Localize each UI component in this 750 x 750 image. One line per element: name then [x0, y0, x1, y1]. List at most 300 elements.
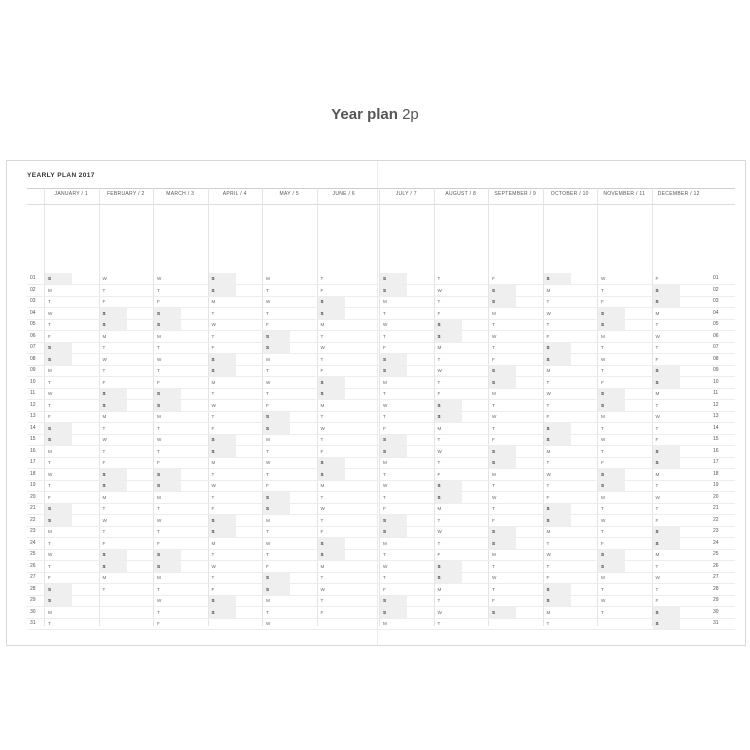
day-cell: S [598, 319, 625, 330]
day-cell: T [266, 391, 269, 396]
day-cell: W [157, 356, 162, 362]
day-cell: F [546, 494, 550, 500]
day-cell: F [48, 575, 51, 580]
day-cell: S [154, 480, 181, 491]
day-number-left: 13 [30, 413, 36, 419]
day-number-left: 30 [30, 608, 36, 615]
day-cell: T [492, 586, 495, 592]
day-cell: T [601, 345, 604, 350]
row-rule [27, 307, 735, 308]
day-cell: M [320, 483, 325, 488]
day-cell: S [380, 434, 407, 445]
day-cell: F [48, 494, 51, 500]
day-cell: W [320, 506, 325, 511]
day-cell: S [154, 561, 181, 572]
day-cell: T [102, 506, 106, 511]
day-cell: S [489, 457, 516, 468]
day-cell: T [266, 609, 269, 615]
day-cell: S [318, 296, 345, 307]
day-cell: F [266, 483, 269, 488]
day-cell: W [601, 437, 606, 442]
day-cell: S [100, 480, 127, 491]
day-cell: T [655, 322, 659, 327]
row-rule [27, 503, 735, 504]
day-cell: T [546, 563, 550, 569]
day-cell: W [546, 552, 551, 557]
day-cell: S [653, 365, 680, 376]
day-cell: S [45, 273, 72, 284]
day-cell: T [437, 276, 441, 281]
day-cell: M [157, 494, 161, 500]
day-cell: M [601, 333, 605, 339]
day-number-left: 31 [30, 620, 36, 626]
day-cell: M [211, 540, 216, 546]
day-cell: T [383, 414, 386, 419]
day-number-right: 10 [713, 378, 719, 385]
day-cell: T [211, 333, 215, 339]
day-cell: S [380, 607, 407, 618]
row-rule [27, 296, 735, 297]
day-number-right: 20 [713, 493, 719, 500]
day-number-right: 15 [713, 436, 719, 442]
day-cell: W [266, 621, 271, 626]
day-cell: T [383, 333, 386, 339]
day-cell: T [437, 621, 441, 626]
day-cell: F [492, 598, 495, 603]
row-rule [27, 618, 735, 619]
day-cell: W [437, 368, 442, 373]
row-rule [27, 629, 735, 630]
day-cell: T [437, 299, 441, 304]
day-cell: F [266, 563, 269, 569]
day-number-right: 19 [713, 482, 719, 488]
day-cell: F [655, 356, 659, 362]
row-rule [27, 526, 735, 527]
day-cell: S [653, 526, 680, 537]
day-number-left: 08 [30, 355, 36, 362]
row-rule [27, 376, 735, 377]
day-cell: W [546, 391, 551, 396]
day-cell: W [437, 448, 442, 454]
day-cell: W [266, 379, 271, 385]
row-rule [27, 342, 735, 343]
day-cell: S [380, 515, 407, 526]
day-cell: M [48, 609, 52, 615]
day-cell: W [601, 598, 606, 603]
day-number-right: 23 [713, 528, 719, 534]
day-cell: T [48, 299, 51, 304]
day-cell: M [102, 575, 107, 580]
day-cell: T [48, 402, 51, 408]
row-rule [27, 537, 735, 538]
day-cell: S [489, 365, 516, 376]
day-cell: M [320, 402, 325, 408]
header-top-rule [27, 188, 735, 189]
day-cell: W [492, 414, 497, 419]
day-cell: T [266, 471, 269, 477]
day-cell: M [157, 575, 161, 580]
row-rule [27, 514, 735, 515]
day-cell: S [263, 342, 290, 353]
row-rule [27, 411, 735, 412]
month-header: JULY / 7 [395, 191, 417, 197]
day-cell: F [266, 322, 269, 327]
day-cell: S [45, 354, 72, 365]
day-cell: S [435, 561, 462, 572]
day-cell: S [653, 296, 680, 307]
day-cell: M [601, 575, 605, 580]
day-cell: M [492, 391, 496, 396]
day-number-left: 09 [30, 367, 36, 373]
day-cell: M [546, 609, 551, 615]
day-cell: F [492, 517, 495, 523]
day-cell: S [154, 319, 181, 330]
day-number-right: 21 [713, 505, 719, 511]
day-cell: W [211, 563, 216, 569]
day-cell: T [546, 299, 550, 304]
day-cell: M [211, 379, 216, 385]
day-cell: W [320, 425, 325, 431]
day-number-right: 05 [713, 321, 719, 327]
day-cell: M [157, 414, 161, 419]
day-cell: S [263, 572, 290, 583]
day-cell: T [492, 563, 495, 569]
day-cell: T [320, 517, 324, 523]
month-header: MARCH / 3 [166, 191, 195, 197]
day-number-left: 17 [30, 459, 36, 465]
day-cell: M [492, 310, 496, 316]
day-cell: S [544, 273, 571, 284]
day-cell: T [48, 540, 51, 546]
day-cell: T [157, 506, 160, 511]
month-header: OCTOBER / 10 [550, 191, 589, 197]
day-cell: F [383, 425, 386, 431]
day-cell: T [601, 287, 604, 293]
day-cell: S [100, 549, 127, 560]
day-cell: S [544, 503, 571, 514]
day-cell: F [320, 448, 324, 454]
day-cell: W [601, 356, 606, 362]
day-cell: F [492, 356, 495, 362]
day-cell: T [211, 552, 215, 557]
day-cell: T [383, 471, 386, 477]
day-cell: S [653, 377, 680, 388]
day-number-right: 18 [713, 470, 719, 477]
day-number-right: 27 [713, 574, 719, 580]
day-number-left: 27 [30, 574, 36, 580]
day-cell: M [102, 494, 107, 500]
day-cell: F [546, 333, 550, 339]
day-cell: F [320, 287, 324, 293]
day-cell: W [546, 310, 551, 316]
day-cell: M [383, 621, 387, 626]
day-cell: W [492, 494, 497, 500]
day-cell: S [100, 400, 127, 411]
day-cell: T [383, 391, 386, 396]
day-cell: S [544, 595, 571, 606]
day-cell: T [157, 529, 160, 534]
day-cell: S [263, 331, 290, 342]
day-cell: W [48, 310, 53, 316]
day-cell: S [45, 584, 72, 595]
day-cell: M [437, 586, 442, 592]
day-cell: T [266, 448, 269, 454]
day-cell: F [48, 333, 51, 339]
day-cell: T [601, 448, 604, 454]
day-cell: S [100, 308, 127, 319]
day-cell: M [437, 345, 442, 350]
day-cell: F [655, 437, 659, 442]
row-rule [27, 606, 735, 607]
day-cell: S [380, 273, 407, 284]
day-cell: W [211, 322, 216, 327]
day-cell: F [102, 460, 106, 465]
day-cell: F [546, 414, 550, 419]
day-cell: S [380, 526, 407, 537]
day-cell: M [601, 414, 605, 419]
day-cell: T [655, 402, 659, 408]
day-number-left: 25 [30, 551, 36, 557]
day-cell: T [601, 425, 604, 431]
day-cell: M [383, 540, 387, 546]
day-cell: S [435, 319, 462, 330]
day-cell: T [102, 448, 106, 454]
header-bottom-rule [27, 204, 735, 205]
day-cell: T [492, 322, 495, 327]
day-cell: T [601, 586, 604, 592]
day-number-left: 18 [30, 470, 36, 477]
day-cell: F [157, 299, 160, 304]
day-cell: S [263, 492, 290, 503]
day-cell: M [320, 322, 325, 327]
day-cell: M [211, 299, 216, 304]
day-cell: T [437, 540, 441, 546]
day-cell: T [601, 609, 604, 615]
day-cell: S [489, 296, 516, 307]
day-number-left: 10 [30, 378, 36, 385]
day-cell: W [266, 460, 271, 465]
day-cell: W [211, 483, 216, 488]
day-cell: T [157, 586, 160, 592]
day-cell: T [266, 552, 269, 557]
day-cell: M [266, 437, 270, 442]
day-cell: S [598, 480, 625, 491]
day-cell: S [209, 434, 236, 445]
day-cell: F [48, 414, 51, 419]
day-cell: W [437, 609, 442, 615]
day-cell: F [492, 437, 495, 442]
day-cell: M [102, 333, 107, 339]
day-number-left: 14 [30, 424, 36, 431]
row-rule [27, 365, 735, 366]
day-cell: W [546, 471, 551, 477]
day-cell: T [320, 437, 324, 442]
row-rule [27, 549, 735, 550]
day-cell: F [383, 586, 386, 592]
day-number-left: 06 [30, 332, 36, 339]
day-number-right: 24 [713, 539, 719, 546]
day-cell: S [489, 285, 516, 296]
day-cell: T [383, 494, 386, 500]
day-number-left: 15 [30, 436, 36, 442]
day-number-right: 25 [713, 551, 719, 557]
day-cell: M [437, 425, 442, 431]
day-number-left: 21 [30, 505, 36, 511]
day-cell: T [266, 310, 269, 316]
day-cell: F [320, 368, 324, 373]
day-cell: M [157, 333, 161, 339]
day-cell: M [492, 471, 496, 477]
day-cell: S [318, 388, 345, 399]
day-cell: T [211, 391, 215, 396]
day-cell: W [655, 575, 660, 580]
day-number-right: 07 [713, 344, 719, 350]
row-rule [27, 434, 735, 435]
day-cell: W [102, 437, 107, 442]
day-cell: M [48, 368, 52, 373]
day-cell: S [544, 423, 571, 434]
month-header: DECEMBER / 12 [657, 191, 700, 197]
day-cell: W [383, 322, 388, 327]
day-cell: S [489, 377, 516, 388]
day-cell: F [157, 621, 160, 626]
day-number-right: 13 [713, 413, 719, 419]
day-cell: T [320, 575, 324, 580]
day-cell: W [157, 276, 162, 281]
day-cell: W [437, 287, 442, 293]
day-cell: S [209, 515, 236, 526]
day-cell: T [601, 368, 604, 373]
day-cell: S [544, 434, 571, 445]
day-cell: T [157, 448, 160, 454]
day-cell: T [48, 379, 51, 385]
day-cell: W [48, 471, 53, 477]
day-cell: T [320, 356, 324, 362]
row-rule [27, 445, 735, 446]
day-cell: T [157, 287, 160, 293]
day-cell: S [209, 354, 236, 365]
day-cell: T [48, 460, 51, 465]
row-rule [27, 491, 735, 492]
day-cell: F [601, 460, 604, 465]
day-cell: F [437, 391, 441, 396]
month-header: APRIL / 4 [222, 191, 247, 197]
day-cell: M [383, 460, 387, 465]
day-cell: F [102, 299, 106, 304]
day-cell: S [544, 515, 571, 526]
day-number-right: 04 [713, 309, 719, 316]
day-cell: S [100, 388, 127, 399]
row-rule [27, 583, 735, 584]
month-header: NOVEMBER / 11 [603, 191, 646, 197]
day-cell: W [601, 276, 606, 281]
day-cell: T [492, 425, 495, 431]
day-cell: M [320, 563, 325, 569]
day-cell: S [489, 446, 516, 457]
day-cell: S [100, 319, 127, 330]
day-cell: T [102, 529, 106, 534]
day-cell: T [437, 356, 441, 362]
day-cell: M [383, 299, 387, 304]
day-cell: S [318, 469, 345, 480]
day-cell: F [157, 460, 160, 465]
day-cell: S [154, 400, 181, 411]
row-rule [27, 353, 735, 354]
day-cell: W [492, 575, 497, 580]
day-number-left: 01 [30, 275, 36, 281]
day-cell: T [437, 460, 441, 465]
day-cell: F [211, 425, 215, 431]
day-cell: S [45, 515, 72, 526]
day-cell: S [598, 308, 625, 319]
month-header: FEBRUARY / 2 [106, 191, 145, 197]
day-cell: S [45, 595, 72, 606]
row-rule [27, 560, 735, 561]
day-cell: M [546, 368, 551, 373]
day-cell: F [320, 529, 324, 534]
day-cell: S [209, 365, 236, 376]
day-cell: T [157, 345, 160, 350]
day-number-left: 04 [30, 309, 36, 316]
day-cell: W [320, 586, 325, 592]
day-cell: S [263, 411, 290, 422]
day-cell: F [383, 345, 386, 350]
day-number-right: 03 [713, 298, 719, 304]
day-cell: T [655, 586, 659, 592]
day-cell: W [211, 402, 216, 408]
day-cell: F [320, 609, 324, 615]
day-cell: W [266, 299, 271, 304]
day-cell: W [383, 483, 388, 488]
day-cell: T [48, 322, 51, 327]
day-cell: S [435, 492, 462, 503]
day-cell: S [209, 285, 236, 296]
day-cell: T [102, 586, 106, 592]
day-cell: T [655, 483, 659, 488]
day-cell: M [655, 471, 660, 477]
day-number-left: 20 [30, 493, 36, 500]
row-rule [27, 330, 735, 331]
day-number-right: 02 [713, 286, 719, 293]
day-cell: T [102, 287, 106, 293]
day-number-left: 16 [30, 447, 36, 454]
day-cell: M [492, 552, 496, 557]
product-title-pages: 2p [402, 106, 419, 123]
day-cell: S [318, 377, 345, 388]
day-cell: S [318, 549, 345, 560]
day-cell: T [437, 598, 441, 603]
day-cell: T [492, 506, 495, 511]
day-number-left: 24 [30, 539, 36, 546]
day-cell: F [266, 402, 269, 408]
day-cell: T [546, 483, 550, 488]
day-number-left: 12 [30, 401, 36, 408]
day-cell: F [655, 517, 659, 523]
day-cell: S [209, 607, 236, 618]
day-cell: T [601, 506, 604, 511]
day-number-left: 23 [30, 528, 36, 534]
day-cell: S [489, 538, 516, 549]
day-number-left: 07 [30, 344, 36, 350]
day-cell: S [598, 469, 625, 480]
day-cell: W [437, 529, 442, 534]
day-cell: S [263, 503, 290, 514]
day-cell: W [655, 414, 660, 419]
day-cell: M [655, 552, 660, 557]
day-number-right: 08 [713, 355, 719, 362]
day-cell: M [48, 448, 52, 454]
day-cell: S [45, 434, 72, 445]
